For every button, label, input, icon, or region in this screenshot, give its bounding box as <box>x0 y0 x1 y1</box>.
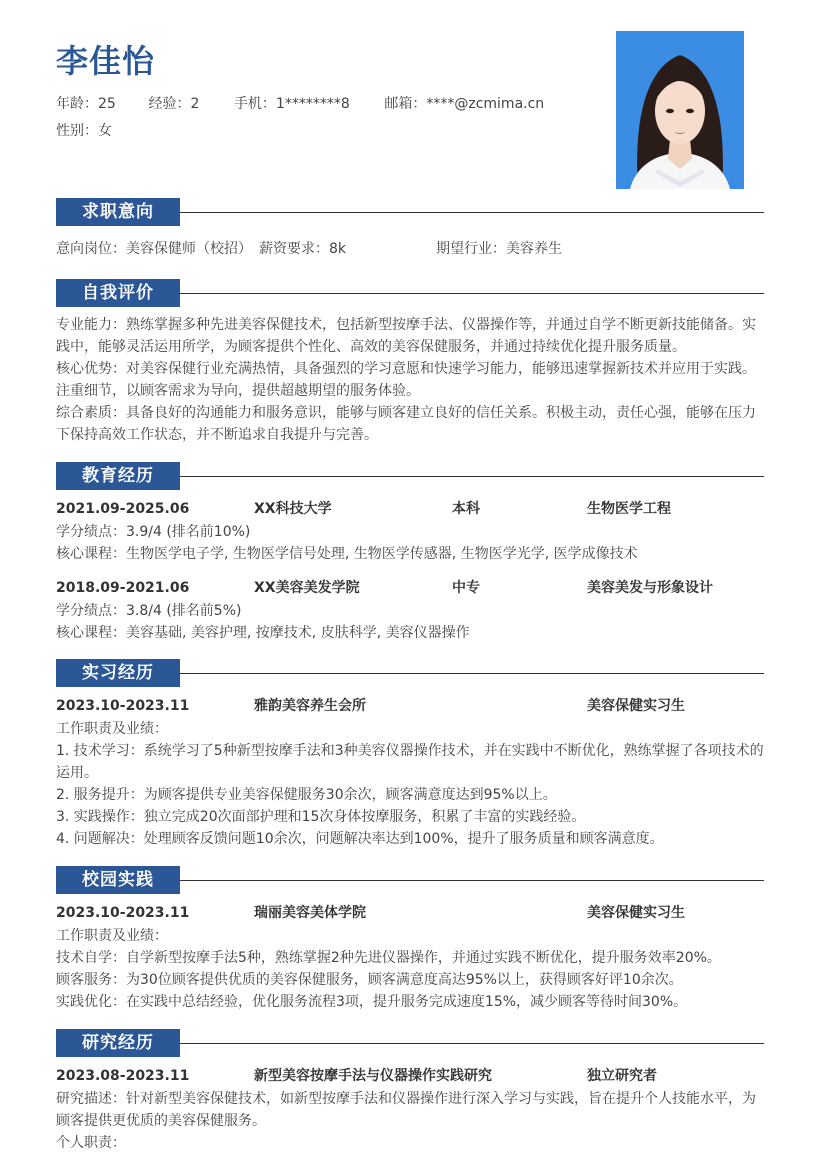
duty-line: 2. 服务提升：为顾客提供专业美容保健服务30余次，顾客满意度达到95%以上。 <box>56 787 557 803</box>
job-role: 美容保健实习生 <box>587 698 685 714</box>
organization: 瑞丽美容美体学院 <box>254 905 366 921</box>
duty-line: 工作职责及业绩： <box>56 721 168 737</box>
entry-date: 2023.10-2023.11 <box>56 905 190 921</box>
duty-line: 工作职责及业绩： <box>56 928 168 944</box>
candidate-name: 李佳怡 <box>56 42 156 80</box>
section-divider <box>180 880 764 881</box>
entry-date: 2023.10-2023.11 <box>56 698 190 714</box>
section-title: 自我评价 <box>56 279 180 307</box>
research-duty-label: 个人职责： <box>56 1135 126 1151</box>
section-divider <box>180 293 764 294</box>
job-role: 美容保健实习生 <box>587 905 685 921</box>
self-evaluation-section <box>56 279 764 446</box>
duty-line: 技术自学：自学新型按摩手法5种，熟练掌握2种先进仪器操作，并通过实践不断优化，提升服务效率20%。 <box>56 950 721 966</box>
education-section <box>56 462 764 644</box>
campus-practice-section <box>56 866 764 1013</box>
degree: 本科 <box>452 501 480 517</box>
evaluation-paragraph: 专业能力：熟练掌握多种先进美容保健技术，包括新型按摩手法、仪器操作等，并通过自学不断更新技能储备。实践中，能够灵活运用所学，为顾客提供个性化、高效的美容保健服务，并通过持续优化提升服务质量。 <box>56 317 756 355</box>
major: 生物医学工程 <box>587 501 671 517</box>
school-name: XX美容美发学院 <box>254 580 360 596</box>
education-entry <box>56 498 764 565</box>
profile-photo <box>616 31 744 189</box>
courses-text: 核心课程：生物医学电子学, 生物医学信号处理, 生物医学传感器, 生物医学光学, 医学成像技术 <box>56 546 638 562</box>
section-title: 求职意向 <box>56 198 180 226</box>
section-title: 校园实践 <box>56 866 180 894</box>
experience-text: 经验：2 <box>148 96 200 112</box>
phone-text: 手机：1********8 <box>233 96 350 112</box>
desired-position: 意向岗位：美容保健师（校招） <box>56 241 252 257</box>
desired-salary: 薪资要求：8k <box>259 241 347 257</box>
section-title: 教育经历 <box>56 462 180 490</box>
education-entry <box>56 577 764 644</box>
duty-line: 4. 问题解决：处理顾客反馈问题10余次，问题解决率达到100%，提升了服务质量和顾客满意度。 <box>56 831 664 847</box>
gpa-text: 学分绩点：3.8/4 (排名前5%) <box>56 603 242 619</box>
basic-info-line <box>56 93 544 113</box>
research-section <box>56 1029 764 1154</box>
project-name: 新型美容按摩手法与仪器操作实践研究 <box>254 1068 492 1084</box>
entry-date: 2021.09-2025.06 <box>56 501 190 517</box>
research-role: 独立研究者 <box>587 1068 657 1084</box>
duty-line: 顾客服务：为30位顾客提供优质的美容保健服务，顾客满意度高达95%以上，获得顾客好评10余次。 <box>56 972 683 988</box>
email-text: 邮箱：****@zcmima.cn <box>384 96 545 112</box>
courses-text: 核心课程：美容基础, 美容护理, 按摩技术, 皮肤科学, 美容仪器操作 <box>56 625 470 641</box>
school-name: XX科技大学 <box>254 501 332 517</box>
duty-line: 3. 实践操作：独立完成20次面部护理和15次身体按摩服务，积累了丰富的实践经验。 <box>56 809 586 825</box>
research-description: 研究描述：针对新型美容保健技术，如新型按摩手法和仪器操作进行深入学习与实践，旨在提升个人技能水平，为顾客提供更优质的美容保健服务。 <box>56 1091 756 1129</box>
degree: 中专 <box>452 580 480 596</box>
gender-text: 性别：女 <box>56 123 112 139</box>
age-text: 年龄：25 <box>56 96 116 112</box>
section-divider <box>180 212 764 213</box>
duty-line: 1. 技术学习：系统学习了5种新型按摩手法和3种美容仪器操作技术，并在实践中不断优化，熟练掌握了各项技术的运用。 <box>56 743 764 781</box>
gpa-text: 学分绩点：3.9/4 (排名前10%) <box>56 524 251 540</box>
evaluation-paragraph: 核心优势：对美容保健行业充满热情，具备强烈的学习意愿和快速学习能力，能够迅速掌握新技术并应用于实践。注重细节，以顾客需求为导向，提供超越期望的服务体验。 <box>56 361 756 399</box>
section-title: 实习经历 <box>56 659 180 687</box>
entry-date: 2018.09-2021.06 <box>56 580 190 596</box>
section-divider <box>180 673 764 674</box>
section-divider <box>180 476 764 477</box>
major: 美容美发与形象设计 <box>587 580 713 596</box>
section-title: 研究经历 <box>56 1029 180 1057</box>
duty-line: 实践优化：在实践中总结经验，优化服务流程3项，提升服务完成速度15%，减少顾客等待时间30%。 <box>56 994 688 1010</box>
section-divider <box>180 1043 764 1044</box>
desired-industry: 期望行业：美容养生 <box>436 241 562 257</box>
evaluation-paragraph: 综合素质：具备良好的沟通能力和服务意识，能够与顾客建立良好的信任关系。积极主动，责任心强，能够在压力下保持高效工作状态，并不断追求自我提升与完善。 <box>56 405 756 443</box>
internship-section <box>56 659 764 850</box>
entry-date: 2023.08-2023.11 <box>56 1068 190 1084</box>
job-intent-section <box>56 198 764 260</box>
organization: 雅韵美容养生会所 <box>254 698 366 714</box>
